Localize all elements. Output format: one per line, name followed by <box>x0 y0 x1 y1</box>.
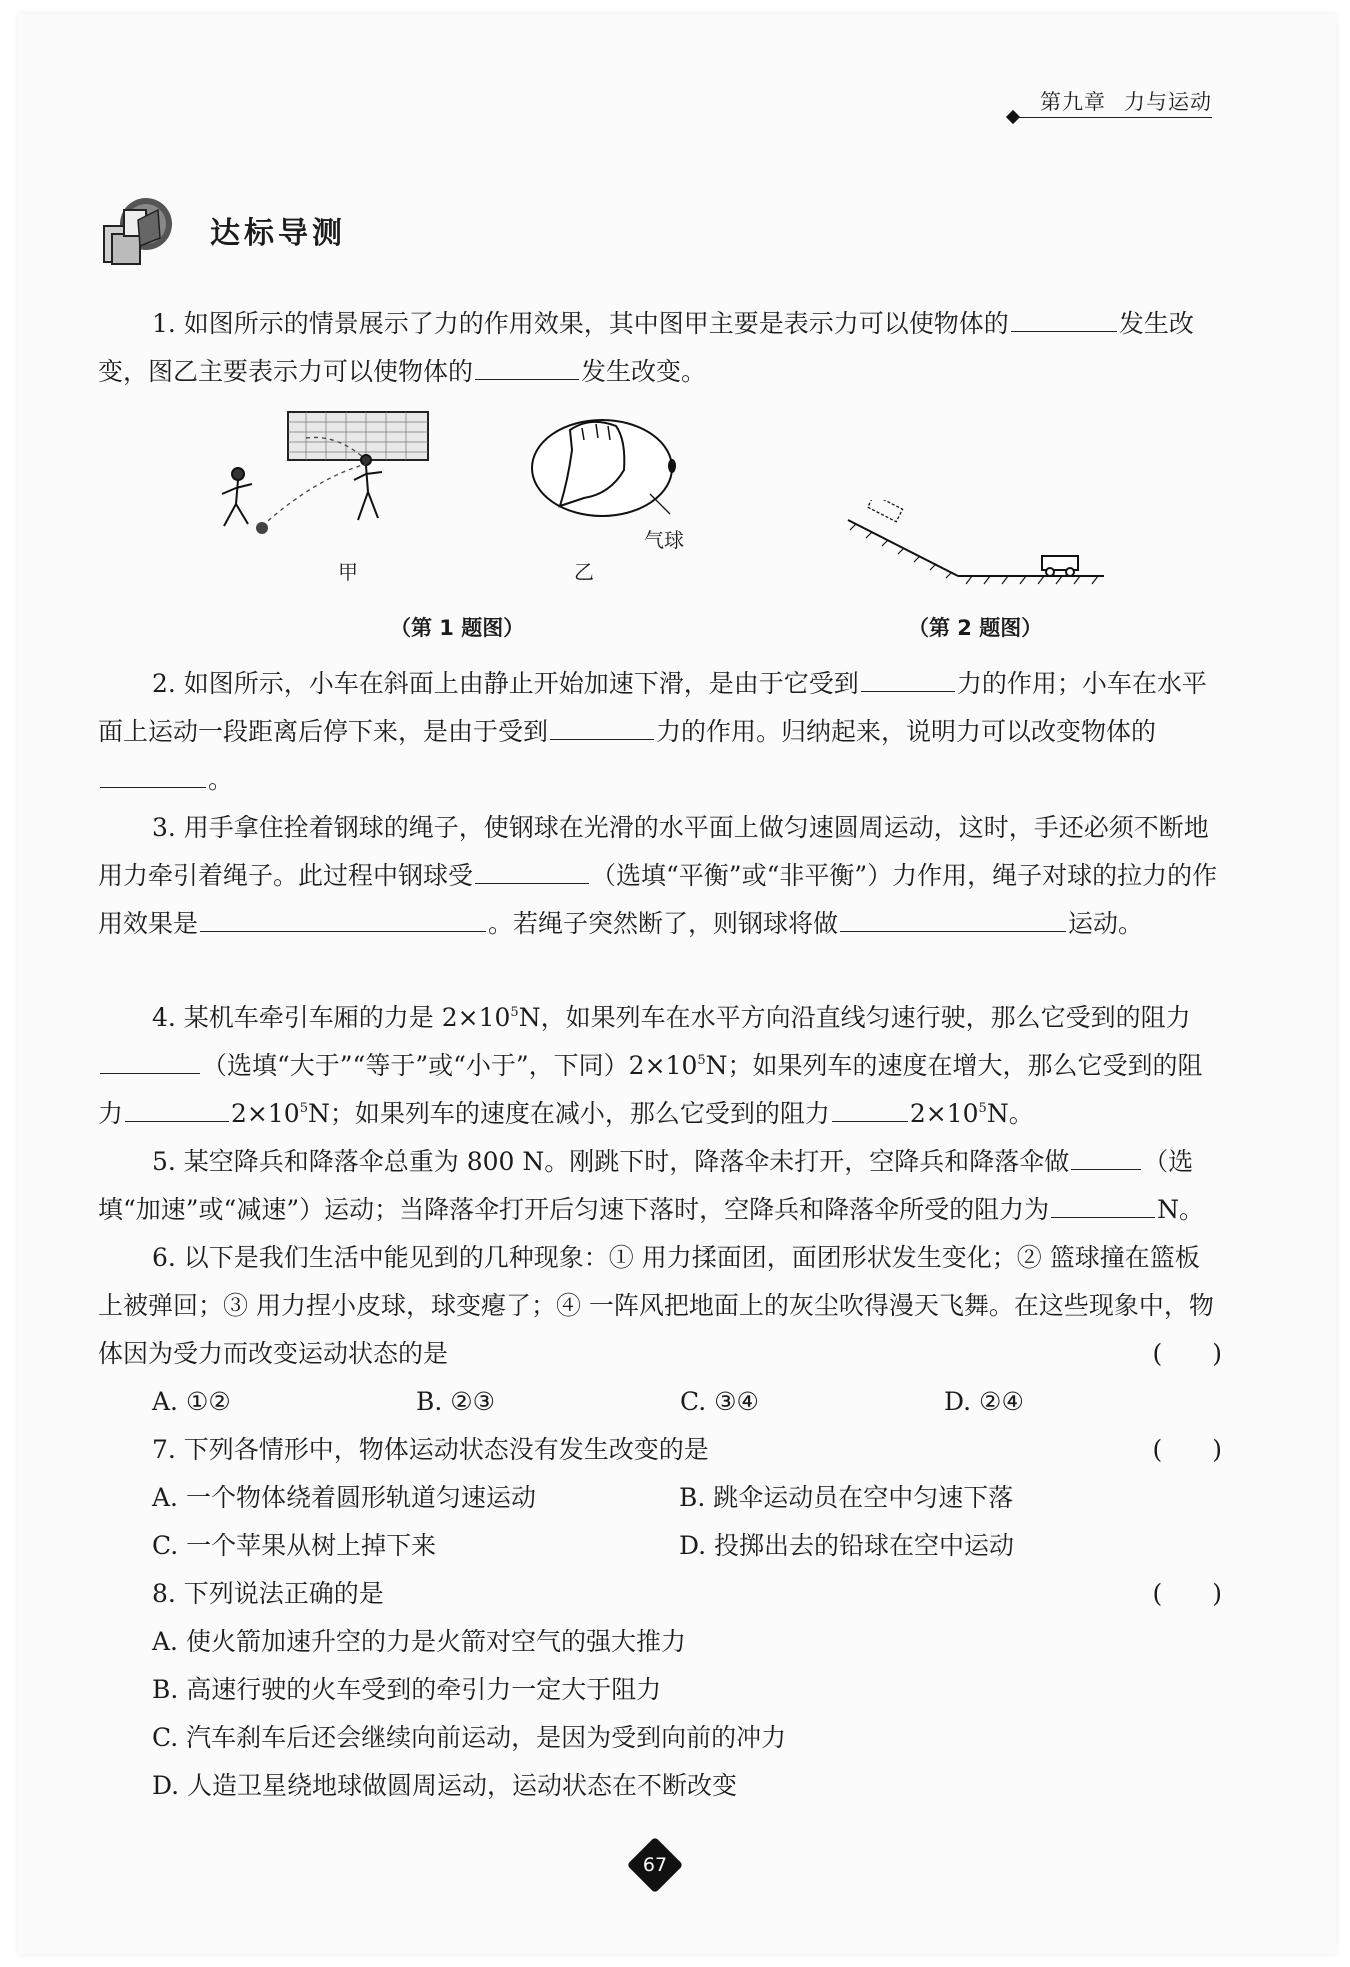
q8-option-c[interactable]: C. 汽车刹车后还会继续向前运动，是因为受到向前的冲力 <box>152 1723 787 1752</box>
q4-exponent-4: 5 <box>978 1101 987 1116</box>
q8-answer-paren[interactable]: ( ) <box>1152 1579 1222 1608</box>
page-number: 67 <box>642 1854 668 1876</box>
q3-text-3: 。若绳子突然断了，则钢球将做 <box>488 909 839 938</box>
q1-blank-1[interactable] <box>1011 303 1117 332</box>
q1-text-3: 发生改变。 <box>581 357 707 386</box>
q3-text-1: 3. 用手拿住拴着钢球的绳子，使钢球在光滑的水平面上做匀速圆周运动，这时，手还必须不断地用力牵引着绳子。此过程中钢球受 <box>98 813 1209 890</box>
question-2 <box>98 660 1222 804</box>
q4-text-3: （选填“大于”“等于”或“小于”，下同）2×10 <box>202 1051 698 1080</box>
q3-blank-1[interactable] <box>475 855 589 884</box>
q6-option-a[interactable]: A. ①② <box>152 1387 231 1416</box>
header-rule <box>1016 117 1212 118</box>
q5-blank-2[interactable] <box>1051 1189 1155 1218</box>
section-title: 达标导测 <box>210 216 346 251</box>
q4-text-5: 2×10 <box>231 1099 300 1128</box>
q7-answer-paren[interactable]: ( ) <box>1152 1435 1222 1464</box>
q4-text-7: 2×10 <box>909 1099 979 1128</box>
q6-option-b[interactable]: B. ②③ <box>416 1387 496 1416</box>
q2-blank-1[interactable] <box>861 663 955 692</box>
q4-text-1: 4. 某机车牵引车厢的力是 2×10 <box>152 1003 511 1032</box>
question-3 <box>98 804 1222 948</box>
q4-text-4: N；如果列车的速度在增大，那么它受到的阻力 <box>98 1051 1203 1128</box>
q7-options-row-1 <box>98 1474 1222 1522</box>
q3-text-2: （选填“平衡”或“非平衡”）力作用，绳子对球的拉力的作用效果是 <box>98 861 1218 938</box>
question-5 <box>98 1138 1222 1234</box>
q3-text-4: 运动。 <box>1068 909 1144 938</box>
q4-exponent-1: 5 <box>510 1005 519 1020</box>
q5-text-1: 5. 某空降兵和降落伞总重为 800 N。刚跳下时，降落伞未打开，空降兵和降落伞做 <box>152 1147 1070 1176</box>
chapter-header <box>1040 86 1212 116</box>
balloon-figure <box>520 410 690 530</box>
chapter-number: 第九章 <box>1040 90 1106 114</box>
q3-blank-2[interactable] <box>200 903 486 932</box>
q4-blank-2[interactable] <box>125 1093 229 1122</box>
q2-text-4: 。 <box>208 765 234 794</box>
q4-exponent-3: 5 <box>299 1101 308 1116</box>
q1-text-1: 1. 如图所示的情景展示了力的作用效果，其中图甲主要是表示力可以使物体的 <box>152 309 1009 338</box>
q8-option-b[interactable]: B. 高速行驶的火车受到的牵引力一定大于阻力 <box>152 1675 662 1704</box>
q4-exponent-2: 5 <box>697 1053 706 1068</box>
chapter-topic: 力与运动 <box>1124 90 1212 114</box>
soccer-figure <box>196 408 496 548</box>
figure-1-caption: （第 1 题图） <box>390 616 525 640</box>
q7-options-row-2 <box>98 1522 1222 1570</box>
q5-text-2: （选填“加速”或“减速”）运动；当降落伞打开后匀速下落时，空降兵和降落伞所受的阻力为 <box>98 1147 1194 1224</box>
section-badge-icon <box>98 190 178 270</box>
figure-label-yi: 乙 <box>574 560 594 584</box>
question-7 <box>98 1426 1222 1570</box>
q7-option-a[interactable]: A. 一个物体绕着圆形轨道匀速运动 <box>152 1483 536 1512</box>
q2-text-1: 2. 如图所示，小车在斜面上由静止开始加速下滑，是由于它受到 <box>152 669 859 698</box>
page-number-badge <box>630 1840 680 1890</box>
question-6 <box>98 1234 1222 1426</box>
q3-blank-3[interactable] <box>840 903 1066 932</box>
q6-option-c[interactable]: C. ③④ <box>680 1387 759 1416</box>
q2-blank-2[interactable] <box>550 711 654 740</box>
q4-text-6: N；如果列车的速度在减小，那么它受到的阻力 <box>307 1099 830 1128</box>
q4-blank-1[interactable] <box>100 1045 200 1074</box>
q7-option-b[interactable]: B. 跳伞运动员在空中匀速下落 <box>679 1483 1014 1512</box>
question-4 <box>98 994 1222 1138</box>
q1-blank-2[interactable] <box>475 351 579 380</box>
q2-blank-3[interactable] <box>100 759 206 788</box>
balloon-label: 气球 <box>644 528 684 552</box>
q4-text-8: N。 <box>986 1099 1034 1128</box>
q6-answer-paren[interactable]: ( ) <box>1152 1339 1222 1368</box>
q2-text-3: 力的作用。归纳起来，说明力可以改变物体的 <box>656 717 1157 746</box>
q8-stem: 8. 下列说法正确的是 <box>152 1579 384 1608</box>
q4-blank-3[interactable] <box>832 1093 908 1122</box>
q7-option-c[interactable]: C. 一个苹果从树上掉下来 <box>152 1531 437 1560</box>
figure-label-jia: 甲 <box>338 560 358 584</box>
question-8 <box>98 1570 1222 1810</box>
q2-text-2: 力的作用；小车在水平面上运动一段距离后停下来，是由于受到 <box>98 669 1207 746</box>
q6-stem: 6. 以下是我们生活中能见到的几种现象：① 用力揉面团，面团形状发生变化；② 篮球撞在篮板上被弹回；③ 用力捏小皮球，球变瘪了；④ 一阵风把地面上的灰尘吹得漫天飞舞。在这些现象中，物体因为受力而改变运动状态的是 <box>98 1243 1214 1368</box>
q8-option-a[interactable]: A. 使火箭加速升空的力是火箭对空气的强大推力 <box>152 1627 686 1656</box>
figure-2-caption: （第 2 题图） <box>908 616 1043 640</box>
q7-stem: 7. 下列各情形中，物体运动状态没有发生改变的是 <box>152 1435 709 1464</box>
q1-text-2: 发生改变，图乙主要表示力可以使物体的 <box>98 309 1194 386</box>
question-1 <box>98 300 1222 396</box>
q7-option-d[interactable]: D. 投掷出去的铅球在空中运动 <box>679 1531 1015 1560</box>
q6-options <box>98 1378 1222 1426</box>
q5-text-3: N。 <box>1157 1195 1205 1224</box>
incline-cart-figure <box>842 500 1112 590</box>
q8-option-d[interactable]: D. 人造卫星绕地球做圆周运动，运动状态在不断改变 <box>152 1771 738 1800</box>
q6-option-d[interactable]: D. ②④ <box>944 1387 1024 1416</box>
q5-blank-1[interactable] <box>1071 1141 1141 1170</box>
q4-text-2: N，如果列车在水平方向沿直线匀速行驶，那么它受到的阻力 <box>518 1003 1191 1032</box>
